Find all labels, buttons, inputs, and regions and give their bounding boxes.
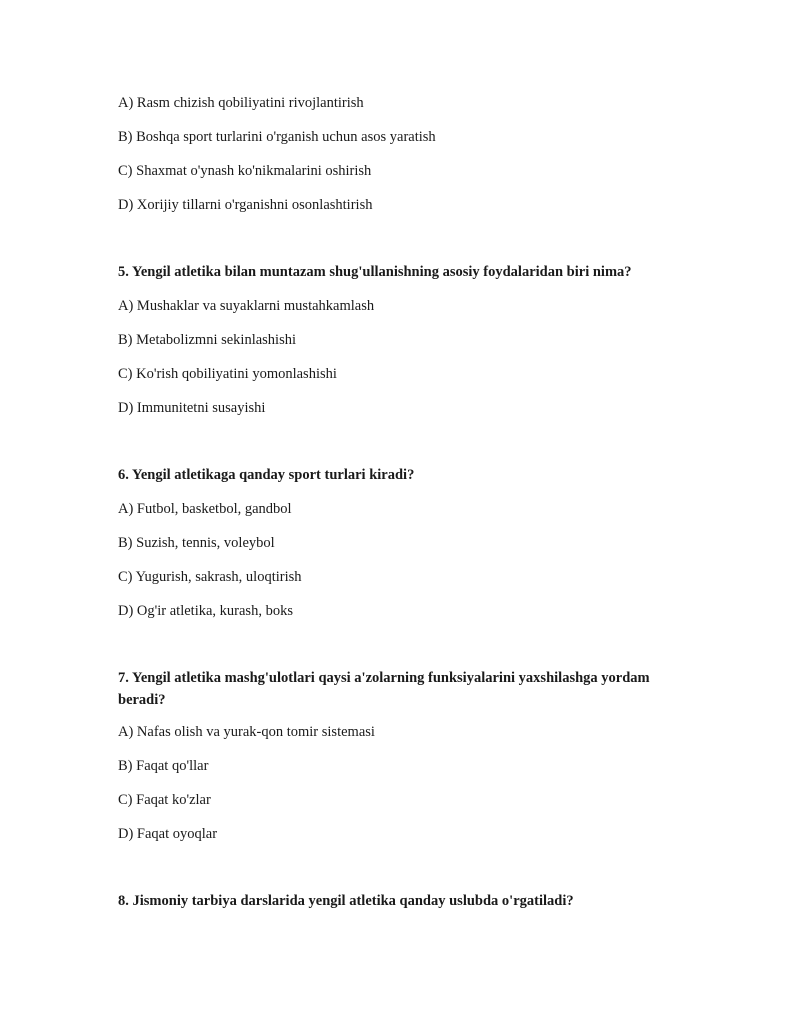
option-text: A) Rasm chizish qobiliyatini rivojlantirish xyxy=(118,95,364,111)
option-text: A) Nafas olish va yurak-qon tomir sistemasi xyxy=(118,724,375,740)
question-8: 8. Jismoniy tarbiya darslarida yengil atletika qanday uslubda o'rgatiladi? xyxy=(118,893,574,909)
option-text: D) Xorijiy tillarni o'rganishni osonlashtirish xyxy=(118,197,373,213)
option-text: B) Faqat qo'llar xyxy=(118,758,209,774)
question-5: 5. Yengil atletika bilan muntazam shug'ullanishning asosiy foydalaridan biri nima? xyxy=(118,264,632,280)
option-text: D) Og'ir atletika, kurash, boks xyxy=(118,603,293,619)
option-text: C) Shaxmat o'ynash ko'nikmalarini oshirish xyxy=(118,163,372,179)
option-text: C) Yugurish, sakrash, uloqtirish xyxy=(118,569,302,585)
option-text: C) Faqat ko'zlar xyxy=(118,792,211,808)
question-7: 7. Yengil atletika mashg'ulotlari qaysi a'zolarning funksiyalarini yaxshilashga yordam beradi? xyxy=(118,670,650,708)
option-text: D) Immunitetni susayishi xyxy=(118,400,266,416)
option-text: A) Mushaklar va suyaklarni mustahkamlash xyxy=(118,298,375,314)
option-text: B) Metabolizmni sekinlashishi xyxy=(118,332,297,348)
option-text: C) Ko'rish qobiliyatini yomonlashishi xyxy=(118,366,337,382)
option-text: B) Boshqa sport turlarini o'rganish uchun asos yaratish xyxy=(118,129,436,145)
option-text: A) Futbol, basketbol, gandbol xyxy=(118,501,292,517)
question-6: 6. Yengil atletikaga qanday sport turlari kiradi? xyxy=(118,467,415,483)
option-text: B) Suzish, tennis, voleybol xyxy=(118,535,275,551)
option-text: D) Faqat oyoqlar xyxy=(118,826,218,842)
